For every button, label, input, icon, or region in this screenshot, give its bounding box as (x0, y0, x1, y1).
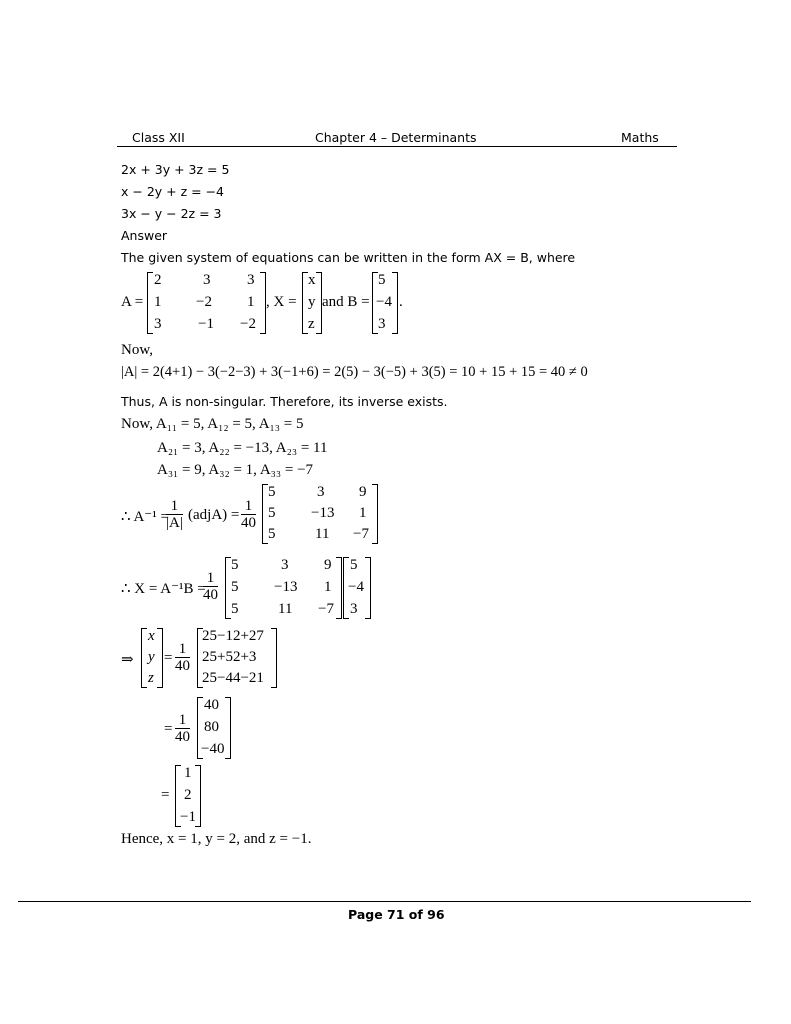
step1-cell: 25−12+27 (202, 628, 264, 644)
adjoint-cell: 11 (315, 526, 330, 542)
fraction-denominator: 40 (175, 658, 190, 674)
inverse-fraction-2 (241, 498, 256, 531)
matrix-a-cell: 2 (154, 272, 162, 288)
x-solve-cell: −13 (274, 579, 298, 595)
fraction-numerator: 1 (175, 641, 190, 658)
x-solve-fraction (203, 570, 218, 603)
adjoint-cell: −13 (311, 505, 335, 521)
step1-fraction (175, 641, 190, 674)
matrix-x (302, 272, 322, 334)
matrix-x-cell: z (308, 316, 315, 332)
x-solve-cell: 5 (231, 557, 239, 573)
b-vector-cell: 3 (350, 601, 358, 617)
cofactor-row-1: Now, A₁₁ = 5, A₁₂ = 5, A₁₃ = 5 (121, 416, 304, 432)
step2-equals: = (164, 721, 173, 737)
matrix-a-cell: 3 (154, 316, 162, 332)
inverse-fraction-1 (166, 498, 183, 531)
equation-1: 2x + 3y + 3z = 5 (121, 162, 230, 177)
matrix-b-period: . (399, 294, 403, 310)
fraction-numerator: 1 (203, 570, 218, 587)
step3-matrix (175, 765, 201, 827)
matrix-a-cell: 1 (247, 294, 255, 310)
step3-cell: 1 (184, 765, 192, 781)
xyz-cell: y (148, 649, 155, 665)
matrix-a-cell: 3 (247, 272, 255, 288)
footer-rule (18, 901, 751, 902)
step2-fraction (175, 712, 190, 745)
fraction-numerator: 1 (175, 712, 190, 729)
fraction-numerator: 1 (166, 498, 183, 515)
x-solve-matrix (225, 557, 342, 619)
matrix-b-cell: 3 (378, 316, 386, 332)
header-subject: Maths (621, 130, 659, 145)
adjoint-cell: 5 (268, 484, 276, 500)
x-solve-cell: 5 (231, 601, 239, 617)
implies-arrow: ⇒ (121, 652, 134, 668)
matrix-b-label: and B = (322, 294, 370, 310)
inverse-adj: (adjA) = (188, 507, 240, 523)
x-solve-cell: 5 (231, 579, 239, 595)
matrix-b-cell: −4 (376, 294, 392, 310)
equation-3: 3x − y − 2z = 3 (121, 206, 222, 221)
step2-cell: 40 (204, 697, 219, 713)
adjoint-cell: −7 (353, 526, 369, 542)
b-vector-cell: −4 (348, 579, 364, 595)
cofactor-row-3: A₃₁ = 9, A₃₂ = 1, A₃₃ = −7 (157, 462, 314, 478)
step1-cell: 25−44−21 (202, 670, 264, 686)
matrix-a-label: A = (121, 294, 144, 310)
x-solve-cell: 3 (281, 557, 289, 573)
matrix-a-cell: 3 (203, 272, 211, 288)
x-solve-cell: −7 (318, 601, 334, 617)
x-solve-b-vector (343, 557, 371, 619)
x-solve-cell: 1 (324, 579, 332, 595)
matrix-a-cell: 1 (154, 294, 162, 310)
b-vector-cell: 5 (350, 557, 358, 573)
step2-matrix (197, 697, 231, 759)
adjoint-cell: 3 (317, 484, 325, 500)
inverse-lhs: ∴ A⁻¹ = (121, 509, 169, 525)
step2-cell: 80 (204, 719, 219, 735)
conclusion: Hence, x = 1, y = 2, and z = −1. (121, 831, 312, 847)
matrix-a (147, 272, 266, 334)
x-solve-cell: 11 (278, 601, 293, 617)
page-number: Page 71 of 96 (348, 907, 445, 922)
matrix-x-label: , X = (266, 294, 297, 310)
fraction-denominator: 40 (203, 587, 218, 603)
equation-2: x − 2y + z = −4 (121, 184, 224, 199)
xyz-cell: x (148, 628, 155, 644)
matrix-a-cell: −2 (196, 294, 212, 310)
header-rule (117, 146, 677, 147)
fraction-denominator: |A| (166, 515, 183, 531)
x-solve-cell: 9 (324, 557, 332, 573)
step2-cell: −40 (201, 741, 225, 757)
step1-cell: 25+52+3 (202, 649, 257, 665)
fraction-numerator: 1 (241, 498, 256, 515)
matrix-a-cell: −1 (198, 316, 214, 332)
adjoint-matrix (262, 484, 378, 544)
matrix-x-cell: x (308, 272, 316, 288)
adjoint-cell: 5 (268, 505, 276, 521)
step1-matrix (197, 628, 277, 688)
fraction-denominator: 40 (241, 515, 256, 531)
cofactor-row-2: A₂₁ = 3, A₂₂ = −13, A₂₃ = 11 (157, 440, 328, 456)
adjoint-cell: 1 (359, 505, 367, 521)
xyz-vector (141, 628, 163, 688)
determinant-line: |A| = 2(4+1) − 3(−2−3) + 3(−1+6) = 2(5) − 3(−5) + 3(5) = 10 + 15 + 15 = 40 ≠ 0 (121, 364, 588, 380)
matrix-b-cell: 5 (378, 272, 386, 288)
x-solve-lhs: ∴ X = A⁻¹B = (121, 581, 206, 597)
matrix-b (372, 272, 398, 334)
nonsingular-text: Thus, A is non-singular. Therefore, its inverse exists. (121, 394, 448, 409)
adjoint-cell: 5 (268, 526, 276, 542)
step3-cell: −1 (180, 809, 196, 825)
step1-equals: = (164, 650, 173, 666)
fraction-denominator: 40 (175, 729, 190, 745)
step3-cell: 2 (184, 787, 192, 803)
xyz-cell: z (148, 670, 154, 686)
matrix-x-cell: y (308, 294, 316, 310)
header-class: Class XII (132, 130, 185, 145)
matrix-a-cell: −2 (240, 316, 256, 332)
header-chapter: Chapter 4 – Determinants (315, 130, 477, 145)
intro-text: The given system of equations can be written in the form AX = B, where (121, 250, 576, 265)
step3-equals: = (161, 787, 170, 803)
adjoint-cell: 9 (359, 484, 367, 500)
answer-label: Answer (121, 228, 168, 243)
now-label: Now, (121, 342, 153, 358)
